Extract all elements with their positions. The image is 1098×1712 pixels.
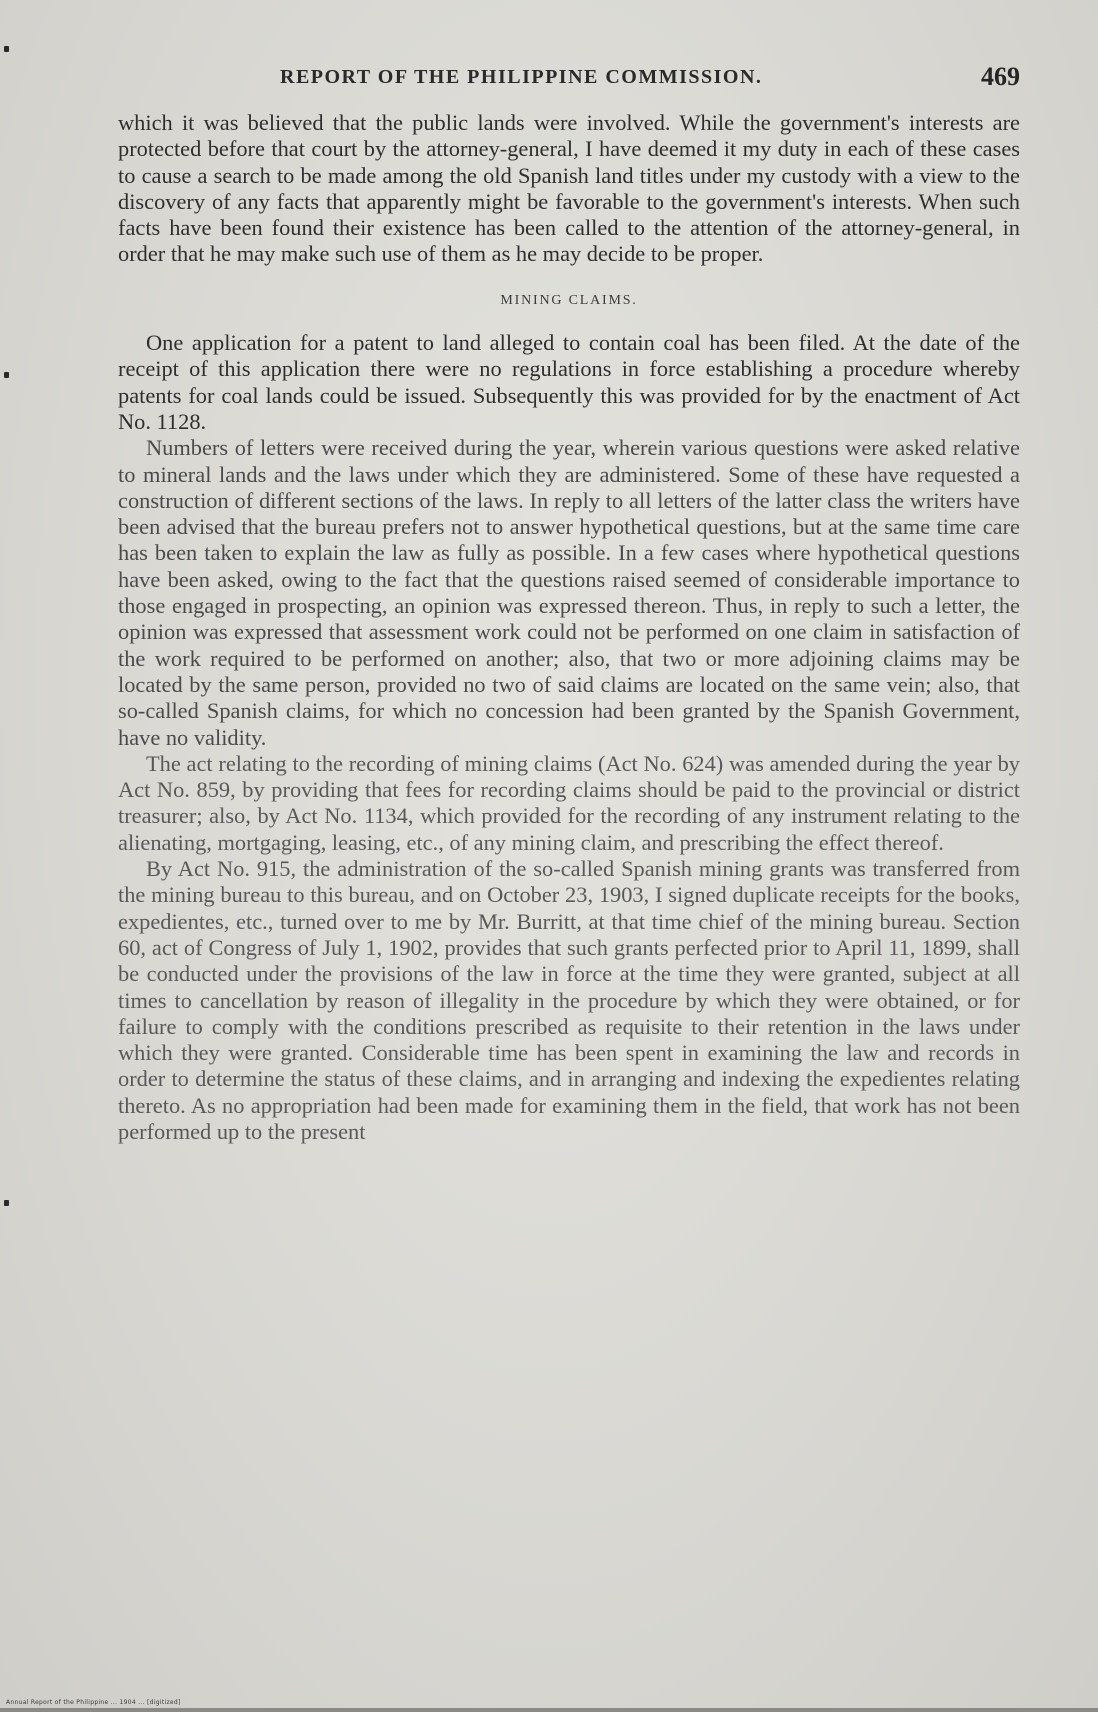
scan-edge	[0, 1708, 1098, 1712]
paragraph: The act relating to the recording of mining claims (Act No. 624) was amended during the year by Act No. 859, by providing that fees for recording claims should be paid to the provincial or district treasurer; also, by Act No. 1134, which provided for the recording of any instrument relating to the alienating, mortgaging, leasing, etc., of any mining claim, and prescribing the effect thereof.	[118, 750, 1020, 855]
body-text	[118, 110, 1020, 1145]
margin-mark	[4, 372, 9, 378]
running-head: REPORT OF THE PHILIPPINE COMMISSION.	[280, 66, 763, 88]
margin-mark	[4, 46, 9, 52]
paragraph: By Act No. 915, the administration of the so-called Spanish mining grants was transferred from the mining bureau to this bureau, and on October 23, 1903, I signed duplicate receipts for the books, expedientes, etc., turned over to me by Mr. Burritt, at that time chief of the mining bureau. Section 60, act of Congress of July 1, 1902, provides that such grants perfected prior to April 11, 1899, shall be conducted under the provisions of the law in force at the time they were granted, subject at all times to cancellation by reason of illegality in the procedure by which they were obtained, or for failure to comply with the conditions prescribed as requisite to their retention in the laws under which they were granted. Considerable time has been spent in examining the law and records in order to determine the status of these claims, and in arranging and indexing the expedientes relating thereto. As no appropriation had been made for examining them in the field, that work has not been performed up to the present	[118, 856, 1020, 1144]
paragraph: One application for a patent to land alleged to contain coal has been filed. At the date of the receipt of this application there were no regulations in force establishing a procedure whereby patents for coal lands could be issued. Subsequently this was provided for by the enactment of Act No. 1128.	[118, 330, 1020, 434]
page-header	[120, 62, 1020, 102]
margin-mark	[4, 1200, 9, 1206]
digitization-watermark: Annual Report of the Philippine ... 1904 ... [digitized]	[6, 1699, 181, 1706]
paragraph: which it was believed that the public lands were involved. While the government's interests are protected before that court by the attorney-general, I have deemed it my duty in each of these cases to cause a search to be made among the old Spanish land titles under my custody with a view to the discovery of any facts that apparently might be favorable to the government's interests. When such facts have been found their existence has been called to the attention of the attorney-general, in order that he may make such use of them as he may decide to be proper.	[118, 110, 1020, 267]
section-heading: MINING CLAIMS.	[500, 292, 638, 308]
paragraph: Numbers of letters were received during the year, wherein various questions were asked relative to mineral lands and the laws under which they are administered. Some of these have requested a construction of different sections of the laws. In reply to all letters of the latter class the writers have been advised that the bureau prefers not to answer hypothetical questions, but at the same time care has been taken to explain the law as fully as possible. In a few cases where hypothetical questions have been asked, owing to the fact that the questions raised seemed of considerable importance to those engaged in prospecting, an opinion was expressed thereon. Thus, in reply to such a letter, the opinion was expressed that assessment work could not be performed on one claim in satisfaction of the work required to be performed on another; also, that two or more adjoining claims may be located by the same person, provided no two of said claims are located on the same vein; also, that so-called Spanish claims, for which no concession had been granted by the Spanish Government, have no validity.	[118, 435, 1020, 750]
page-number: 469	[981, 62, 1020, 91]
